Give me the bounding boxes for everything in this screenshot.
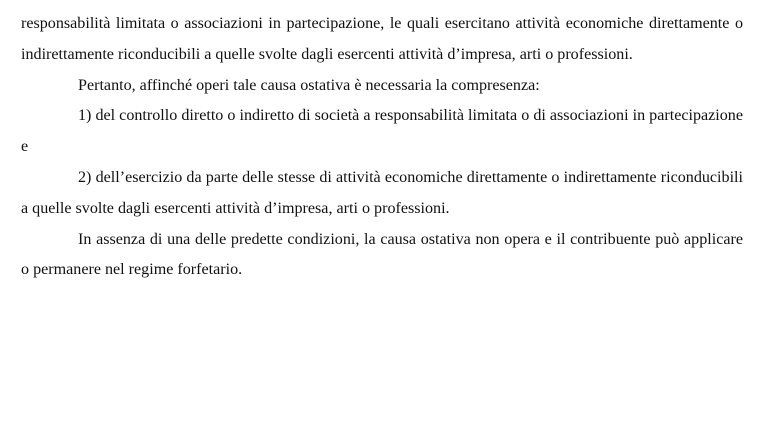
paragraph-continuation: responsabilità limitata o associazioni in partecipazione, le quali esercitano attività economiche direttamente o indirettamente riconducibili a quelle svolte dagli esercenti attività d’impresa, arti o professioni. [21, 15, 743, 63]
paragraph-condition-2: 2) dell’esercizio da parte delle stesse di attività economiche direttamente o indirettamente riconducibili a quelle svolte dagli esercenti attività d’impresa, arti o professioni. [21, 168, 743, 217]
paragraph-pertanto: Pertanto, affinché operi tale causa ostativa è necessaria la compresenza: [78, 76, 540, 94]
paragraph-conclusion: In assenza di una delle predette condizioni, la causa ostativa non opera e il contribuente può applicare o permanere nel regime forfetario. [21, 230, 743, 279]
paragraph-condition-1: 1) del controllo diretto o indiretto di società a responsabilità limitata o di associazioni in partecipazione e [21, 107, 743, 156]
document-page [21, 9, 743, 286]
